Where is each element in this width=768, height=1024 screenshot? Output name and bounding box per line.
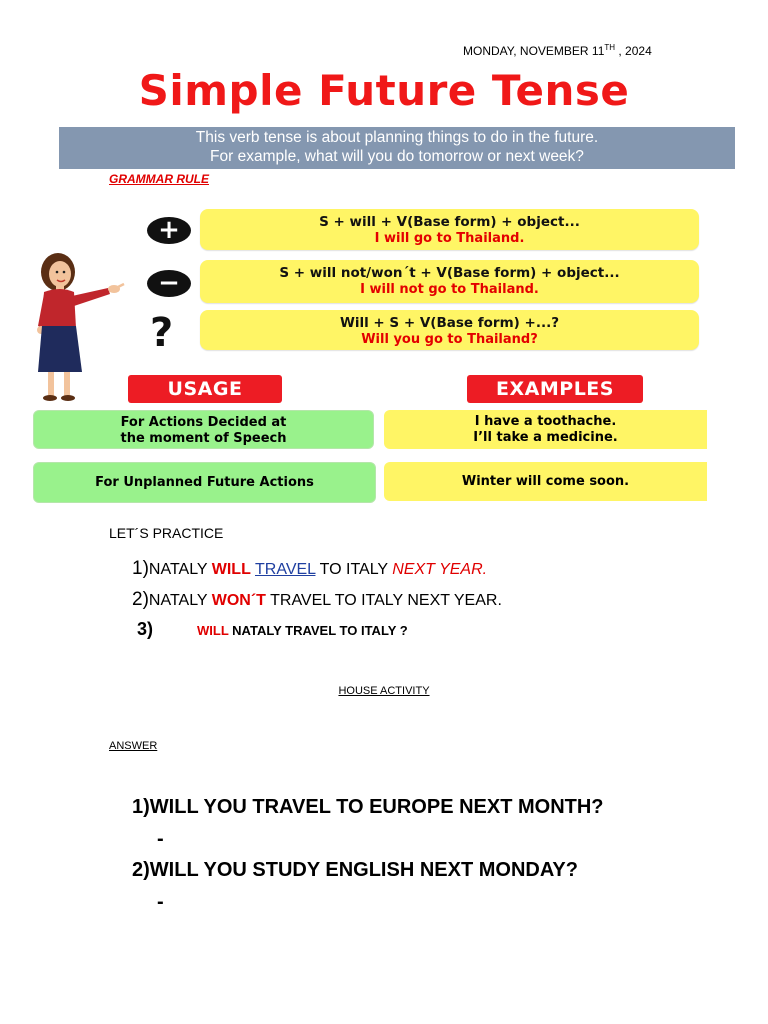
negative-rule-box xyxy=(200,260,699,303)
affirmative-example: I will go to Thailand. xyxy=(374,231,525,246)
example-box-winter: Winter will come soon. xyxy=(384,462,707,501)
practice-time-expression: NEXT YEAR. xyxy=(392,561,488,578)
page-title: Simple Future Tense xyxy=(138,66,630,115)
negative-formula: S + will not/won´t + V(Base form) + object... xyxy=(279,265,620,281)
question-text: WILL YOU TRAVEL TO EUROPE NEXT MONTH? xyxy=(149,796,604,818)
practice-text: NATALY xyxy=(148,592,212,609)
house-activity-heading: HOUSE ACTIVITY xyxy=(338,685,430,697)
travel-link[interactable]: TRAVEL xyxy=(255,561,316,578)
practice-keyword: WILL xyxy=(197,623,229,638)
practice-heading: LET´S PRACTICE xyxy=(109,525,224,541)
practice-text: NATALY xyxy=(148,561,212,578)
question-formula: Will + S + V(Base form) +...? xyxy=(339,315,560,331)
answer-dash-2: - xyxy=(157,891,164,913)
minus-icon: − xyxy=(147,270,191,297)
banner-line-2: For example, what will you do tomorrow or next week? xyxy=(210,148,584,165)
intro-banner xyxy=(59,127,735,169)
date-suffix: , 2024 xyxy=(615,44,652,58)
grammar-rule-label: GRAMMAR RULE xyxy=(109,172,209,186)
practice-item-1 xyxy=(132,558,487,580)
example-box-toothache xyxy=(384,410,707,449)
question-1 xyxy=(132,796,604,819)
plus-icon: + xyxy=(147,217,191,244)
question-2 xyxy=(132,859,578,882)
example-line: I have a toothache. xyxy=(474,414,617,429)
question-rule-box xyxy=(200,310,699,350)
example-line: I’ll take a medicine. xyxy=(473,430,618,445)
question-icon: ? xyxy=(150,310,174,356)
affirmative-formula: S + will + V(Base form) + object... xyxy=(319,214,580,230)
practice-text: TRAVEL TO ITALY NEXT YEAR. xyxy=(265,592,502,609)
question-text: WILL YOU STUDY ENGLISH NEXT MONDAY? xyxy=(149,859,578,881)
banner-line-1: This verb tense is about planning things to do in the future. xyxy=(195,129,599,146)
item-number: 2) xyxy=(132,589,149,610)
usage-line: the moment of Speech xyxy=(120,431,287,446)
date-prefix: MONDAY, NOVEMBER 11 xyxy=(463,44,605,58)
affirmative-rule-box xyxy=(200,209,699,250)
practice-text: TO ITALY xyxy=(315,561,393,578)
question-number: 1) xyxy=(132,796,150,818)
usage-label: USAGE xyxy=(128,375,282,403)
question-example: Will you go to Thailand? xyxy=(361,332,538,347)
practice-item-2 xyxy=(132,589,502,611)
usage-box-unplanned: For Unplanned Future Actions xyxy=(33,462,376,503)
answer-dash-1: - xyxy=(157,828,164,850)
answer-heading: ANSWER xyxy=(109,740,158,752)
negative-example: I will not go to Thailand. xyxy=(360,282,539,297)
usage-box-decided xyxy=(33,410,374,449)
date-superscript: TH xyxy=(604,43,616,52)
practice-keyword: WON´T xyxy=(211,592,266,609)
examples-label: EXAMPLES xyxy=(467,375,643,403)
item-number: 1) xyxy=(132,558,149,579)
practice-item-3 xyxy=(137,619,408,640)
question-number: 2) xyxy=(132,859,150,881)
practice-keyword: WILL xyxy=(211,561,251,578)
date-line xyxy=(463,43,652,58)
item-number: 3) xyxy=(137,619,154,639)
practice-text: NATALY TRAVEL TO ITALY ? xyxy=(228,623,408,638)
usage-line: For Actions Decided at xyxy=(120,415,287,430)
